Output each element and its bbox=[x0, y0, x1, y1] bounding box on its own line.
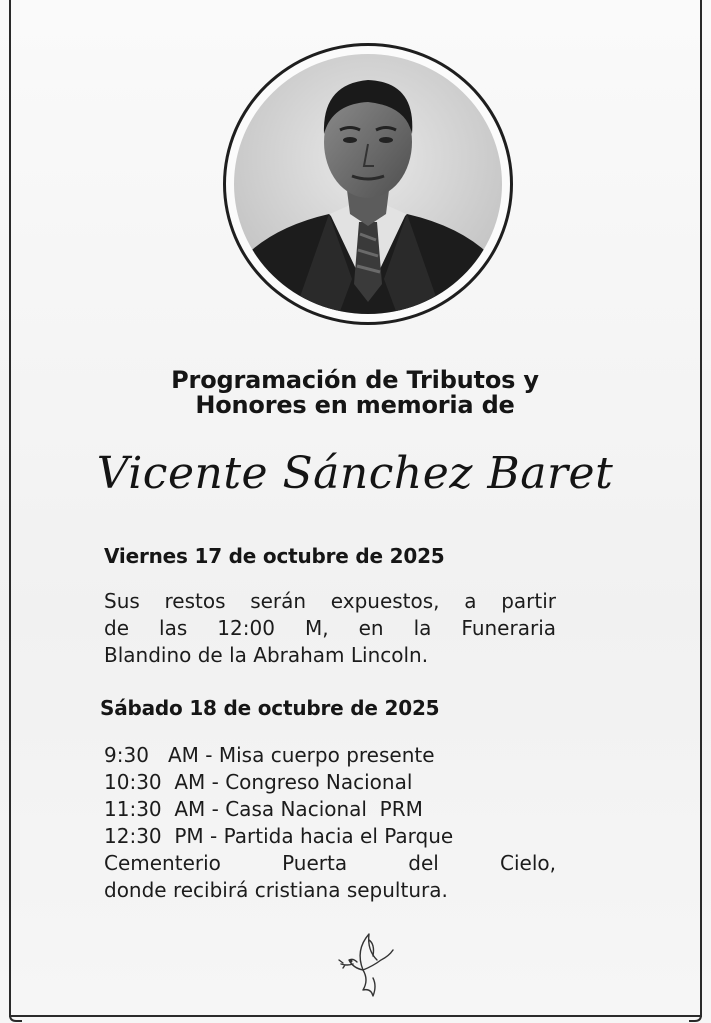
corner-ornament-left bbox=[0, 1001, 22, 1023]
day-1-line: de las 12:00 M, en la Funeraria bbox=[104, 616, 556, 640]
schedule-item: donde recibirá cristiana sepultura. bbox=[104, 878, 448, 902]
day-1-line: Sus restos serán expuestos, a partir bbox=[104, 589, 556, 613]
schedule-item: Cementerio Puerta del Cielo, bbox=[104, 851, 556, 875]
day-1-details bbox=[104, 588, 556, 669]
portrait-photo bbox=[234, 54, 502, 314]
day-1-line: Blandino de la Abraham Lincoln. bbox=[104, 643, 429, 667]
frame-left-border bbox=[9, 0, 11, 1016]
day-2-date: Sábado 18 de octubre de 2025 bbox=[100, 696, 440, 720]
dove-icon bbox=[333, 930, 399, 1000]
day-1-date: Viernes 17 de octubre de 2025 bbox=[104, 544, 445, 568]
corner-ornament-right bbox=[689, 1001, 711, 1023]
heading-line-1: Programación de Tributos y bbox=[171, 366, 539, 394]
schedule-item: 12:30 PM - Partida hacia el Parque bbox=[104, 824, 454, 848]
schedule-item: 10:30 AM - Congreso Nacional bbox=[104, 770, 413, 794]
schedule-item: 11:30 AM - Casa Nacional PRM bbox=[104, 797, 423, 821]
schedule-item: 9:30 AM - Misa cuerpo presente bbox=[104, 743, 435, 767]
frame-bottom-border bbox=[9, 1015, 702, 1017]
heading-line-2: Honores en memoria de bbox=[195, 391, 515, 419]
deceased-name: Vicente Sánchez Baret bbox=[96, 448, 614, 499]
frame-right-border bbox=[700, 0, 702, 1016]
day-2-schedule bbox=[104, 742, 556, 904]
